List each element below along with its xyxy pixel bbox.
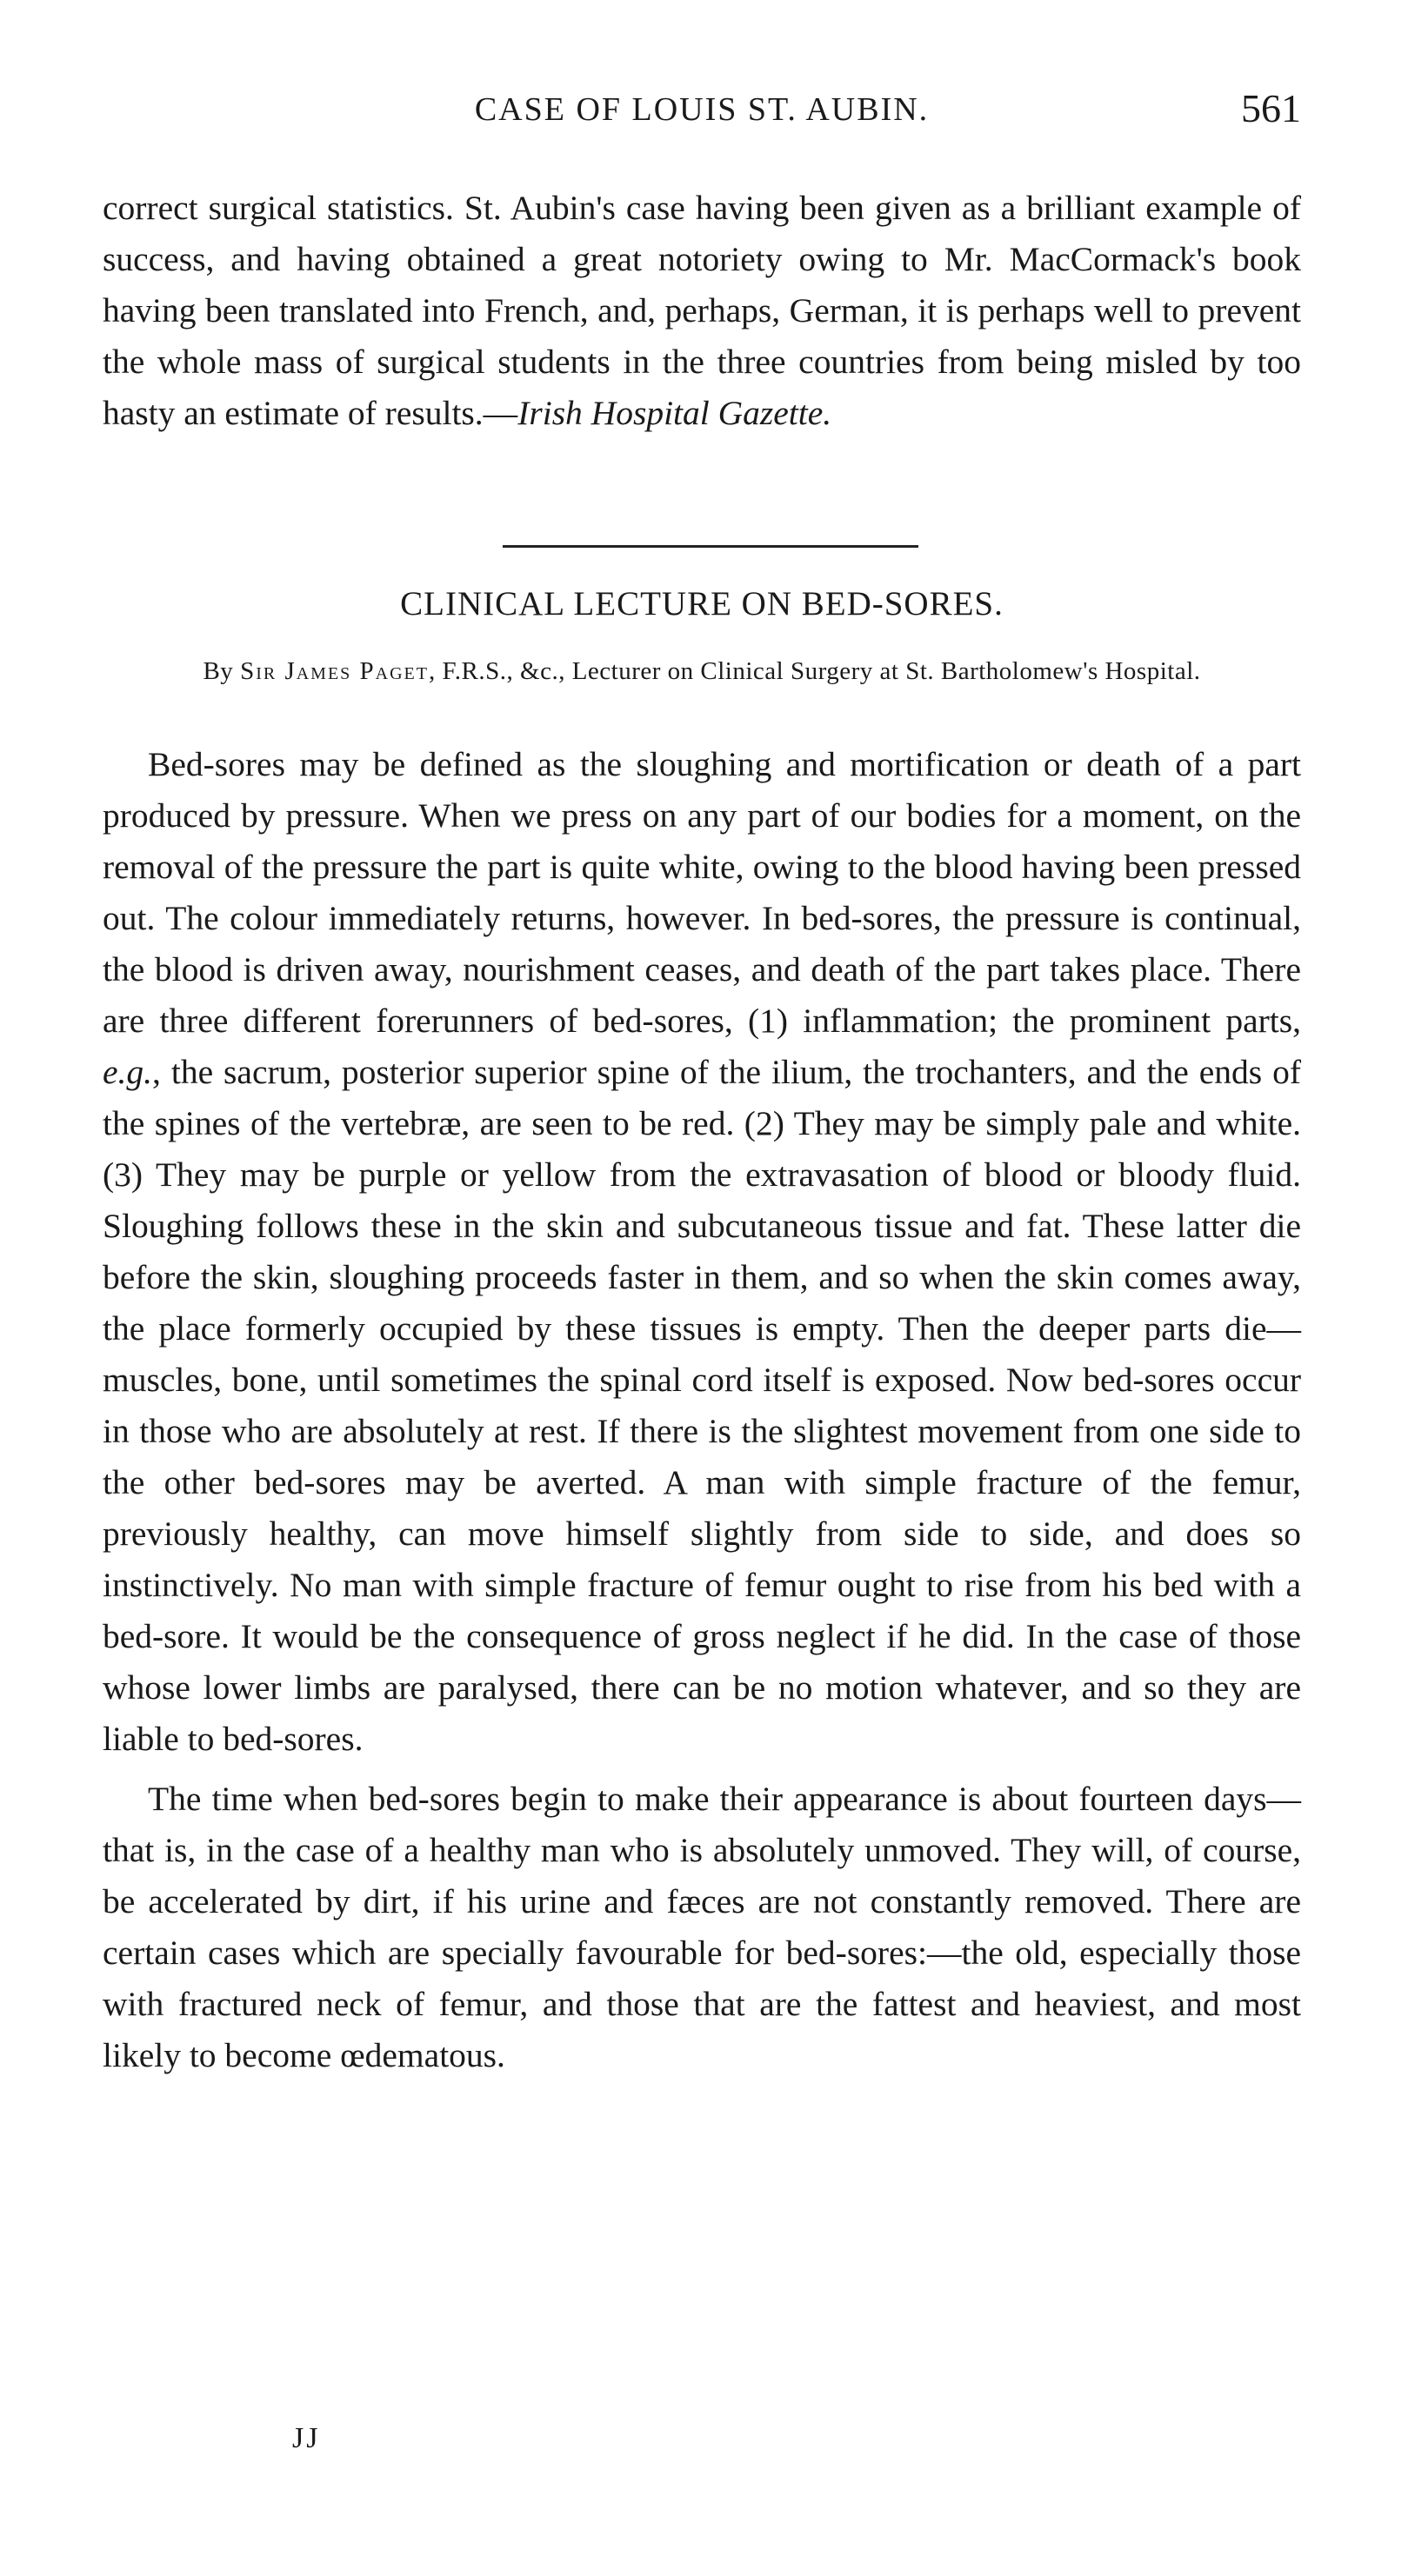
section-divider bbox=[503, 545, 918, 548]
paragraph-1-part-b: , the sacrum, posterior superior spine of the ilium, the trochanters, and the ends of the spines of the vertebræ, are seen to be red. (2) They may be simply pale and white. (3) They may be purple or yellow from the extravasation of blood or bloody fluid. Sloughing follows these in the skin and subcutaneous tissue and fat. These latter die before the skin, sloughing proceeds faster in them, and so when the skin comes away, the place formerly occupied by these tissues is empty. Then the deeper parts die—muscles, bone, until sometimes the spinal cord itself is exposed. Now bed-sores occur in those who are absolutely at rest. If there is the slightest movement from one side to the other bed-sores may be averted. A man with simple fracture of the femur, previously healthy, can move himself slightly from side to side, and does so instinctively. No man with simple fracture of femur ought to rise from his bed with a bed-sore. It would be the consequence of gross neglect if he did. In the case of those whose lower limbs are paralysed, there can be no motion whatever, and so they are liable to bed-sores. bbox=[103, 1053, 1301, 1758]
lecture-paragraph-2: The time when bed-sores begin to make their appearance is about fourteen days—that is, in the case of a healthy man who is absolutely unmoved. They will, of course, be accelerated by dirt, if his urine and fæces are not constantly removed. There are certain cases which are specially favourable for bed-sores:—the old, especially those with fractured neck of femur, and those that are the fattest and heaviest, and most likely to become œdematous. bbox=[103, 1780, 1301, 2074]
lecture-title: CLINICAL LECTURE ON BED-SORES. bbox=[400, 585, 1004, 622]
byline-by: By bbox=[203, 657, 234, 685]
previous-article-ending bbox=[103, 183, 1301, 439]
running-head bbox=[103, 85, 1301, 137]
source-citation: Irish Hospital Gazette. bbox=[517, 394, 832, 432]
lecture-paragraph-1 bbox=[103, 739, 1301, 1765]
byline-credentials: , F.R.S., &c., Lecturer on Clinical Surgery at St. Bartholomew's Hospital. bbox=[429, 657, 1201, 685]
byline bbox=[103, 652, 1301, 690]
previous-article-text: correct surgical statistics. St. Aubin's case having been given as a brilliant example of success, and having obtained a great notoriety owing to Mr. MacCormack's book having been translated into French, and, perhaps, German, it is perhaps well to prevent the whole mass of surgical students in the three countries from being misled by too hasty an estimate of results.— bbox=[103, 189, 1301, 432]
lecture-body bbox=[103, 739, 1301, 2081]
running-title: CASE OF LOUIS ST. AUBIN. bbox=[474, 91, 930, 128]
page-number: 561 bbox=[1241, 86, 1301, 130]
paragraph-1-eg: e.g. bbox=[103, 1053, 153, 1091]
byline-author: Sir James Paget bbox=[240, 657, 429, 685]
previous-article-paragraph bbox=[103, 183, 1301, 439]
paragraph-1-part-a: Bed-sores may be defined as the sloughing and mortification or death of a part produced by pressure. When we press on any part of our bodies for a moment, on the removal of the pressure the part is quite white, owing to the blood having been pressed out. The colour immediately returns, however. In bed-sores, the pressure is continual, the blood is driven away, nourishment ceases, and death of the part takes place. There are three different forerunners of bed-sores, (1) inflammation; the prominent parts, bbox=[103, 745, 1301, 1040]
signature-mark: JJ bbox=[292, 2422, 321, 2454]
